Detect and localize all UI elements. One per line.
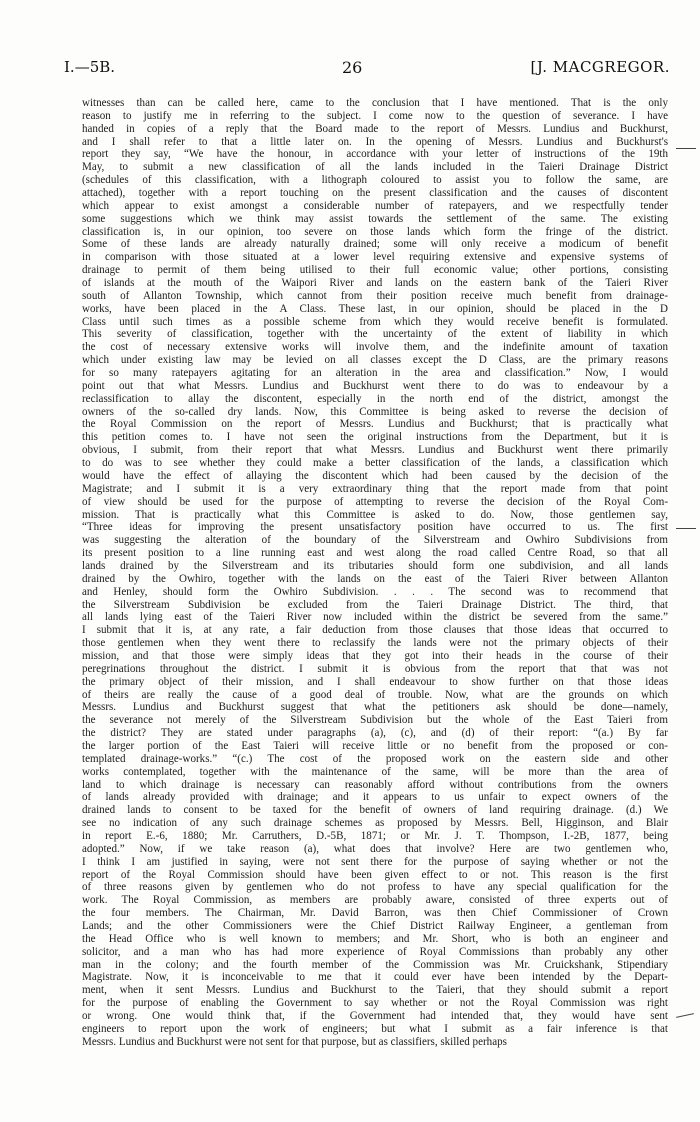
text-line: point out that what Messrs. Lundius and Buckhurst went there to do was to endeavour by a <box>82 379 668 392</box>
text-line: works contemplated, together with the maintenance of the same, will be more than the area of <box>82 765 668 778</box>
text-line: or wrong. One would think that, if the Government had intended that, they would have sent <box>82 1010 668 1023</box>
text-line: engineers to report upon the work of engineers; but what I submit as a fair inference is that <box>82 1022 668 1035</box>
text-line: solicitor, and a man who has had more experience of Royal Commissions than probably any other <box>82 945 668 958</box>
text-line: those gentlemen when they went there to reclassify the lands were not the primary objects of their <box>82 637 668 650</box>
text-line: and Henley, should form the Owhiro Subdivision. . . . The second was to recommend that <box>82 585 668 598</box>
text-line: I think I am justified in saying, were not sent there for the purpose of saying whether or not the <box>82 855 668 868</box>
text-line: ment, when it sent Messrs. Lundius and Buckhurst to the Taieri, that they should submit a report <box>82 984 668 997</box>
text-line: of view should be used for the purpose of attempting to reverse the decision of the Royal Com- <box>82 495 668 508</box>
text-line: works, have been placed in the A Class. These last, in our opinion, should be placed in the D <box>82 302 668 315</box>
text-line: Messrs. Lundius and Buckhurst suggest that what the petitioners ask should be done—namely, <box>82 701 668 714</box>
text-line: owners of the so-called dry lands. Now, this Committee is being asked to reverse the decision of <box>82 405 668 418</box>
text-line: Magistrate; and I submit it is a very extraordinary thing that the report made from that point <box>82 482 668 495</box>
text-line: (schedules of this classification, with a lithograph coloured to assist you to follow the same, are <box>82 174 668 187</box>
text-line: report of the Royal Commission should have been given effect to or not. This reason is the first <box>82 868 668 881</box>
text-line: I submit that it is, at any rate, a fair deduction from those clauses that those ideas that occurred to <box>82 624 668 637</box>
paper-reference: I.—5B. <box>64 58 116 76</box>
text-line: which appear to exist amongst a considerable number of ratepayers, and we respectfully tender <box>82 199 668 212</box>
text-line: of theirs are really the cause of a good deal of trouble. Now, what are the grounds on which <box>82 688 668 701</box>
text-line: was suggesting the alteration of the boundary of the Silverstream and Owhiro Subdivisions from <box>82 534 668 547</box>
text-line: would have the effect of allaying the discontent which had been caused by the decision of the <box>82 469 668 482</box>
text-line: “Three ideas for improving the present unsatisfactory position have occurred to us. The first <box>82 521 668 534</box>
text-line: handed in copies of a reply that the Board made to the report of Messrs. Lundius and Buckhurst, <box>82 122 668 135</box>
text-line: peregrinations throughout the district. I submit it is obvious from the report that that was not <box>82 662 668 675</box>
text-line: adopted.” Now, if we take reason (a), what does that involve? Here are two gentlemen who, <box>82 842 668 855</box>
text-line: mission. That is practically what this Committee is asked to do. Now, those gentlemen say, <box>82 508 668 521</box>
text-line: attached), together with a report touching on the present classification and the causes of discontent <box>82 187 668 200</box>
text-line: of lands already provided with drainage; and it appears to us unfair to expect owners of the <box>82 791 668 804</box>
text-line: the severance not merely of the Silverstream Subdivision but the whole of the East Taieri from <box>82 714 668 727</box>
text-line: reason to justify me in referring to the subject. I come now to the question of severance. I have <box>82 109 668 122</box>
text-line: May, to submit a new classification of all the lands included in the Taieri Drainage District <box>82 161 668 174</box>
text-line: for so many ratepayers agitating for an alteration in the area and classification.” Now, I would <box>82 367 668 380</box>
text-line: the four members. The Chairman, Mr. David Barron, was then Chief Commissioner of Crown <box>82 907 668 920</box>
text-line: reclassification to allay the discontent, especially in the north end of the district, amongst the <box>82 392 668 405</box>
text-line: to do was to see whether they could make a better classification of the lands, a classification which <box>82 457 668 470</box>
text-line: obvious, I submit, from their report that what Messrs. Lundius and Buckhurst went there primarily <box>82 444 668 457</box>
margin-mark <box>676 148 696 149</box>
text-line: the larger portion of the East Taieri will receive little or no benefit from the proposed or con- <box>82 739 668 752</box>
text-line: Lands; and the other Commissioners were the Chief District Railway Engineer, a gentleman from <box>82 920 668 932</box>
text-line: south of Allanton Township, which cannot from their position receive much benefit from drainage- <box>82 289 668 302</box>
page-header <box>64 58 670 80</box>
body-text <box>82 97 668 1049</box>
text-line: mission, and that those were simply ideas that they got into their heads in the course of their <box>82 649 668 662</box>
text-line: this petition comes to. I have not seen the original instructions from the Department, but it is <box>82 431 668 444</box>
text-line: drained by the Owhiro, together with the lands on the east of the Taieri River between Allanton <box>82 572 668 585</box>
text-line: drainage to permit of them being utilised to their full economic value; other portions, consisting <box>82 264 668 277</box>
text-line: in comparison with those situated at a lower level requiring extensive and expensive systems of <box>82 251 668 264</box>
text-line: the district? They are stated under paragraphs (a), (c), and (d) of their report: “(a.) By far <box>82 727 668 740</box>
text-line: report they say, “We have the honour, in accordance with your letter of instructions of the 19th <box>82 148 668 161</box>
text-line: drained lands to consent to be taxed for the benefit of owners of land requiring drainage. (d.) We <box>82 804 668 817</box>
text-line: land to which drainage is necessary can reasonably afford without contributions from the owners <box>82 778 668 791</box>
page-number: 26 <box>342 58 363 77</box>
text-line: templated drainage-works.” “(c.) The cost of the proposed work on the eastern side and other <box>82 752 668 765</box>
speaker-name: [J. MACGREGOR. <box>530 58 670 76</box>
text-line: the Head Office who is well known to members; and Mr. Short, who is both an engineer and <box>82 932 668 945</box>
text-line: Messrs. Lundius and Buckhurst were not sent for that purpose, but as classifiers, skilled perhaps <box>82 1035 507 1048</box>
text-line: lands drained by the Silverstream and its tributaries should form one subdivision, and all lands <box>82 559 668 572</box>
text-line: man in the colony; and the fourth member of the Commission was Mr. Cruickshank, Stipendiary <box>82 958 668 971</box>
text-line: classification is, in our opinion, too severe on those lands which form the fringe of the district. <box>82 225 668 238</box>
margin-mark <box>676 1013 694 1018</box>
text-line: Magistrate. Now, it is inconceivable to me that it could ever have been intended by the Depart- <box>82 971 668 984</box>
margin-mark <box>676 528 696 529</box>
text-line: some suggestions which we think may assist towards the settlement of the same. The existing <box>82 212 668 225</box>
text-line: the Royal Commission on the report of Messrs. Lundius and Buckhurst; that is practically what <box>82 418 668 431</box>
text-line: This severity of classification, together with the uncertainty of the extent of liability in which <box>82 328 668 341</box>
text-line: in report E.-6, 1880; Mr. Carruthers, D.-5B, 1871; or Mr. J. T. Thompson, I.-2B, 1877, being <box>82 829 668 842</box>
text-line: see no indication of any such drainage schemes as proposed by Messrs. Bell, Higginson, and Blair <box>82 817 668 830</box>
text-line: the primary object of their mission, and I shall endeavour to show further on that those ideas <box>82 675 668 688</box>
text-line: the Silverstream Subdivision be excluded from the Taieri Drainage District. The third, that <box>82 598 668 611</box>
text-line: its present position to a line running east and west along the road called Centre Road, so that all <box>82 547 668 560</box>
text-line: of three reasons given by gentlemen who do not profess to have any special qualification for the <box>82 881 668 894</box>
text-line: the cost of necessary extensive works will involve them, and the indefinite amount of taxation <box>82 341 668 354</box>
text-line: all lands lying east of the Taieri River now included within the district be severed from the same.” <box>82 611 668 624</box>
text-line: of islands at the mouth of the Waipori River and lands on the eastern bank of the Taieri River <box>82 277 668 290</box>
text-line: and I shall refer to that a little later on. In the opening of Messrs. Lundius and Buckhurst's <box>82 135 668 148</box>
text-line: Some of these lands are already naturally drained; some will only receive a modicum of benefit <box>82 238 668 251</box>
text-line: Class until such times as a possible scheme from which they would receive benefit is formulated. <box>82 315 668 328</box>
text-line: work. The Royal Commission, as members are probably aware, consisted of three experts out of <box>82 894 668 907</box>
text-line: which under existing law may be levied on all classes except the D Class, are the primary reasons <box>82 354 668 367</box>
text-line: witnesses than can be called here, came to the conclusion that I have mentioned. That is the only <box>82 97 668 109</box>
text-line: for the purpose of enabling the Government to say whether or not the Royal Commission was right <box>82 997 668 1010</box>
